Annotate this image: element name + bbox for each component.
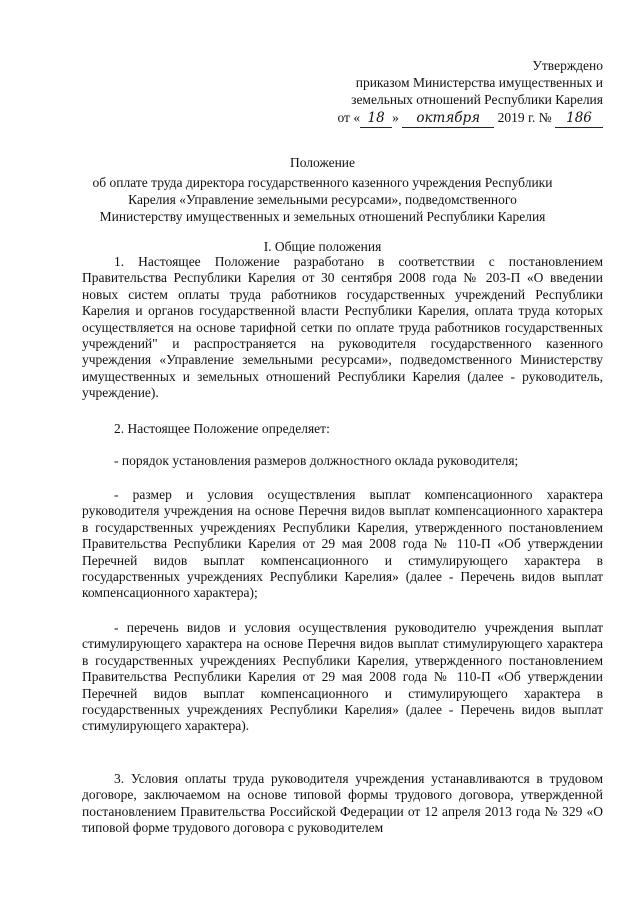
paragraph-3: - порядок установления размеров должностного оклада руководителя; [114, 453, 519, 468]
approval-line-1: Утверждено [532, 58, 603, 73]
approval-date-line [0, 109, 603, 128]
paragraph-1: 1. Настоящее Положение разработано в соответствии с постановлением Правительства Республики Карелия от 30 сентября 2008 года № 203-П «О введении новых систем оплаты труда работников государственных учреждений Республики Карелия и органов государственной власти Республики Карелия, оплата труда которых осуществляется на основе тарифной сетки по оплате труда работников государственных учреждений" и распространяется на руководителя государственного казенного учреждения «Управление земельными ресурсами», подведомственного Министерству имущественных и земельных отношений Республики Карелия (далее - руководитель, учреждение). [82, 254, 603, 401]
document-subtitle-line-2: Карелия «Управление земельными ресурсами», подведомственного [128, 192, 517, 207]
document-subtitle-line-3: Министерству имущественных и земельных отношений Республики Карелия [99, 209, 546, 224]
approval-year: 2019 г. № [497, 110, 552, 125]
approval-date-mid: » [392, 110, 399, 125]
section-title: I. Общие положения [263, 239, 382, 254]
paragraph-2: 2. Настоящее Положение определяет: [114, 421, 330, 436]
approval-number: 186 [555, 110, 603, 128]
paragraph-6: 3. Условия оплаты труда руководителя учреждения устанавливаются в трудовом договоре, заключаемом на основе типовой формы трудового договора, утвержденной постановлением Правительства Российской Федерации от 12 апреля 2013 года № 329 «О типовой форме трудового договора с руководителем [82, 771, 603, 836]
paragraph-4: - размер и условия осуществления выплат компенсационного характера руководителя учреждения на основе Перечня видов выплат компенсационного характера в государственных учреждениях Республики Карелия, утвержденного постановлением Правительства Республики Карелия от 29 мая 2008 года № 110-П «Об утверждении Перечней видов выплат компенсационного и стимулирующего характера в государственных учреждениях Республики Карелия» (далее - Перечень видов выплат компенсационного характера); [82, 487, 603, 601]
approval-line-3: земельных отношений Республики Карелия [351, 92, 603, 107]
paragraph-5: - перечень видов и условия осуществления руководителю учреждения выплат стимулирующего характера на основе Перечня видов выплат стимулирующего характера в государственных учреждениях Республики Карелия, утвержденного постановлением Правительства Республики Карелия от 29 мая 2008 года № 110-П «Об утверждении Перечней видов выплат компенсационного и стимулирующего характера в государственных учреждениях Республики Карелия» (далее - Перечень видов выплат стимулирующего характера). [82, 620, 603, 734]
document-subtitle-line-1: об оплате труда директора государственного казенного учреждения Республики [92, 175, 553, 190]
document-title: Положение [289, 155, 356, 170]
approval-line-2: приказом Министерства имущественных и [355, 75, 603, 90]
approval-month: октября [402, 110, 494, 128]
approval-day: 18 [360, 110, 392, 128]
approval-date-prefix: от « [337, 110, 361, 125]
